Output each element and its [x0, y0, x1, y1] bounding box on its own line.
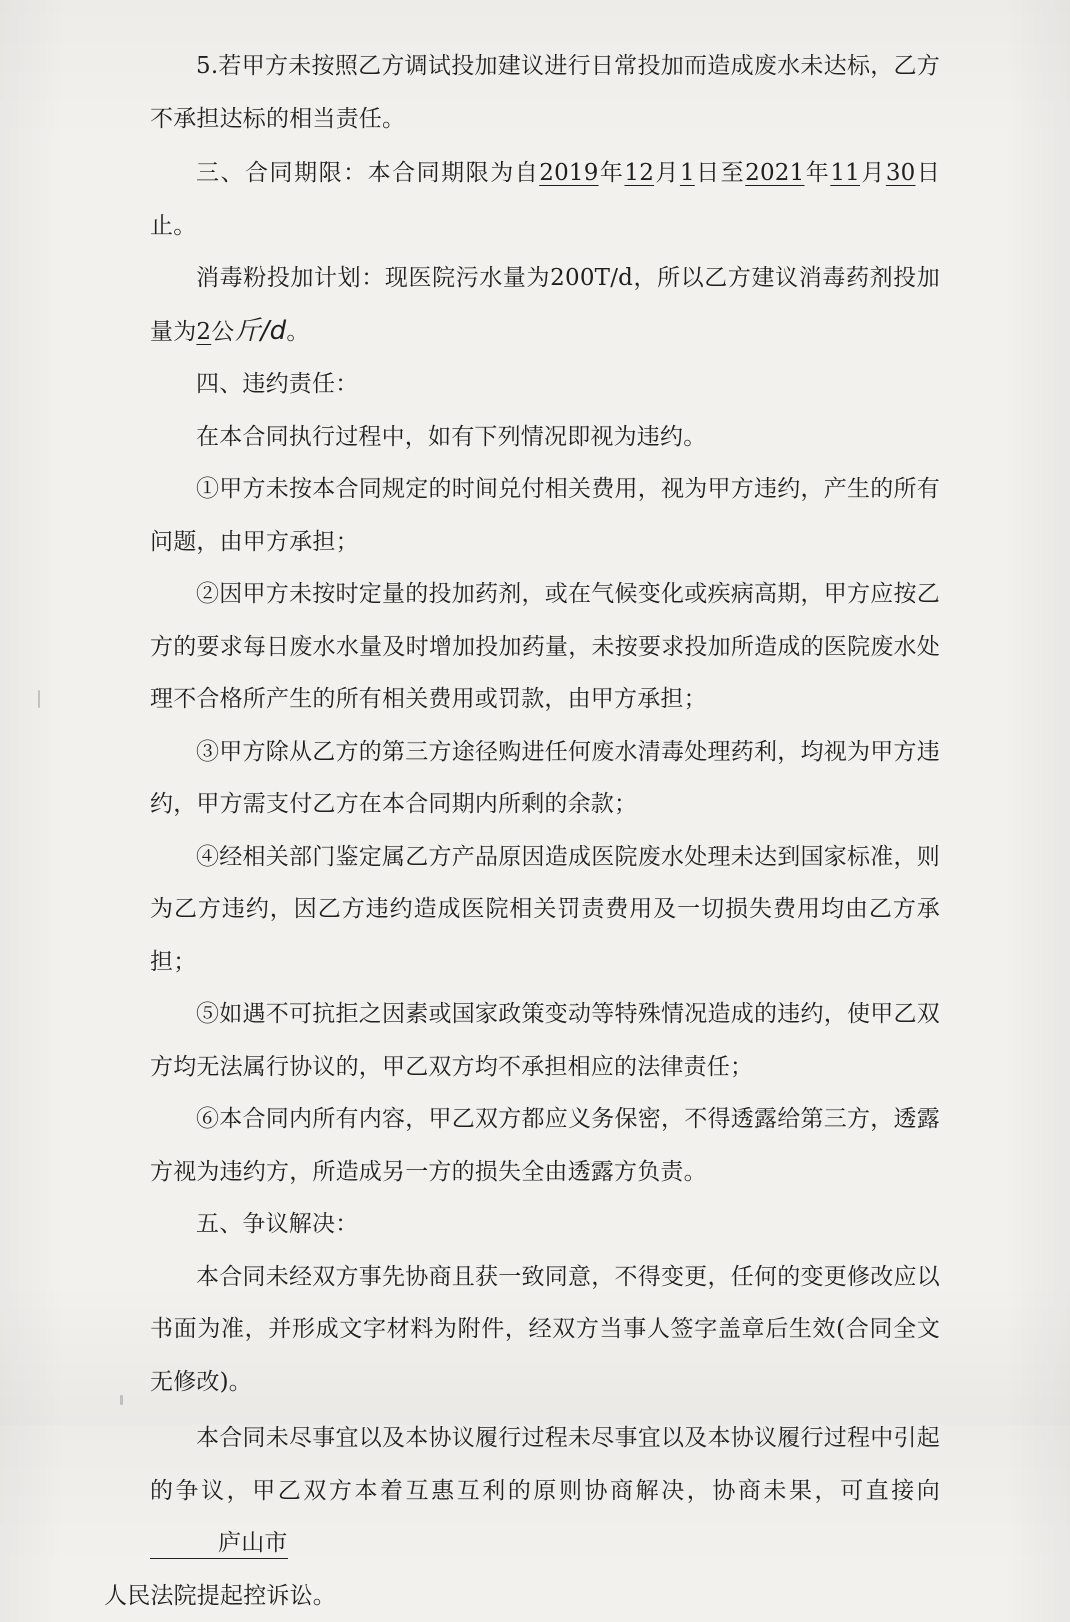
disinfect-text: 消毒粉投加计划：现医院污水量为200T/d，所以乙方建议消毒药剂投加量为: [150, 265, 940, 345]
breach-item-4: ④经相关部门鉴定属乙方产品原因造成医院废水处理未达到国家标准，则为乙方违约，因乙方违约造成医院相关罚责费用及一切损失费用均由乙方承担；: [150, 843, 940, 975]
breach-item-5: ⑤如遇不可抗拒之因素或国家政策变动等特殊情况造成的违约，使甲乙双方均无法属行协议的，甲乙双方均不承担相应的法律责任；: [150, 1001, 940, 1080]
breach-item-6: ⑥本合同内所有内容，甲乙双方都应义务保密，不得透露给第三方，透露方视为违约方，所造成另一方的损失全由透露方负责。: [150, 1106, 940, 1185]
disinfect-amount: 2: [196, 318, 212, 345]
closing-paragraph: [104, 1412, 940, 1622]
term-prefix: 三、合同期限：本合同期限为自: [196, 160, 540, 186]
paper-speck: [120, 1395, 123, 1405]
paper-speck: [38, 690, 40, 708]
breach-intro: 在本合同执行过程中，如有下列情况即视为违约。: [196, 423, 707, 450]
term-day-to-label: 日至: [694, 160, 746, 186]
term-start-day: 1: [679, 160, 695, 186]
term-year-label-2: 年: [804, 160, 831, 186]
amendment-paragraph: 本合同未经双方事先协商且获一致同意，不得变更，任何的变更修改应以书面为准，并形成文字材料为附件，经双方当事人签字盖章后生效(合同全文无修改)。: [150, 1263, 940, 1395]
term-start-year: 2019: [539, 160, 599, 186]
term-start-month: 12: [624, 160, 655, 186]
breach-item-3: ③甲方除从乙方的第三方途径购进任何废水清毒处理药利，均视为甲方违约，甲方需支付乙方在本合同期内所剩的余款；: [150, 738, 940, 817]
disinfectant-plan-paragraph: [150, 252, 940, 358]
term-month-label-1: 月: [654, 160, 680, 186]
section-5-heading: 五、争议解决：: [196, 1211, 359, 1237]
clause-5-paragraph: 5.若甲方未按照乙方调试投加建议进行日常投加而造成废水未达标，乙方不承担达标的相当责任。: [150, 53, 940, 132]
disinfect-unit-handwritten: 斤/d: [234, 315, 287, 346]
breach-item-2: ②因甲方未按时定量的投加药剂，或在气候变化或疾病高期，甲方应按乙方的要求每日废水水量及时增加投加药量，未按要求投加所造成的医院废水处理不合格所产生的所有相关费用或罚款，由甲方承担；: [150, 581, 940, 712]
breach-item-1: ①甲方未按本合同规定的时间兑付相关费用，视为甲方违约，产生的所有问题，由甲方承担；: [150, 476, 940, 555]
term-end-year: 2021: [745, 160, 805, 186]
term-end-day: 30: [885, 160, 916, 186]
term-end-month: 11: [830, 160, 860, 186]
term-month-label-2: 月: [860, 160, 886, 186]
term-suffix: 日止。: [150, 160, 941, 239]
closing-text: 本合同未尽事宜以及本协议履行过程未尽事宜以及本协议履行过程中引起的争议，甲乙双方本着互惠互利的原则协商解决，协商未果，可直接向: [150, 1425, 940, 1504]
section-4-heading: 四、违约责任：: [196, 371, 359, 397]
closing-court-suffix: 人民法院提起控诉讼。: [104, 1582, 336, 1609]
term-year-label-1: 年: [598, 160, 625, 186]
court-city-field: 庐山市: [150, 1528, 288, 1559]
disinfect-end: 。: [286, 318, 310, 345]
contract-page: [104, 40, 941, 1622]
contract-term-paragraph: [150, 147, 940, 252]
disinfect-unit-printed: 公: [211, 318, 235, 345]
